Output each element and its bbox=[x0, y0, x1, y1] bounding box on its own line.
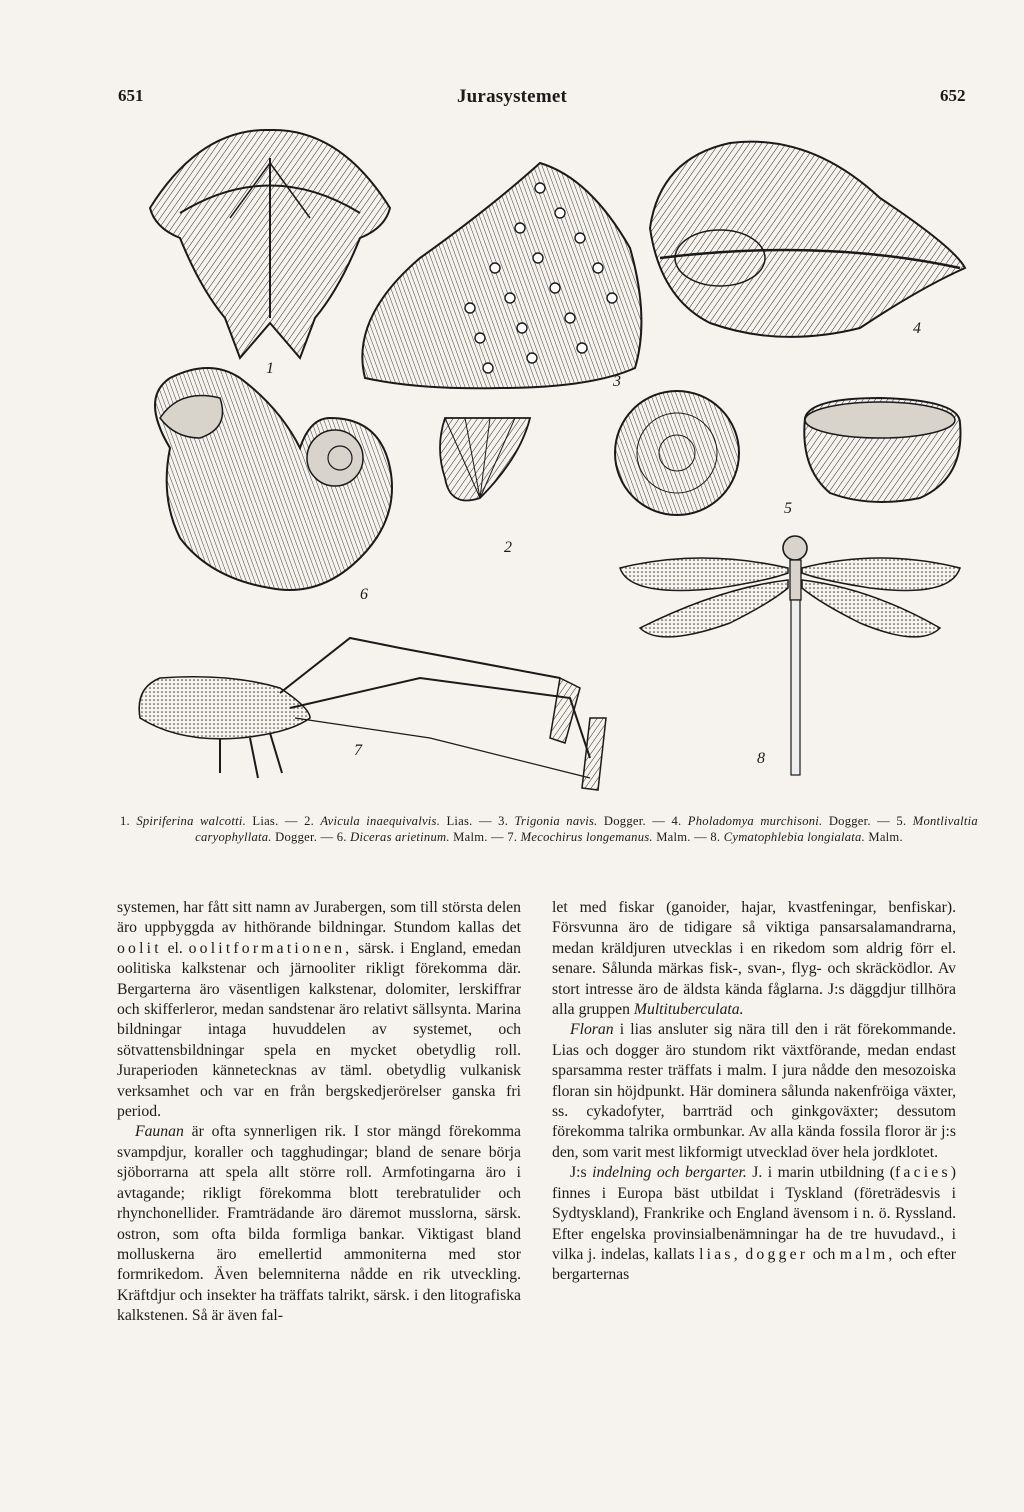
fossil-6-diceras bbox=[155, 368, 392, 590]
figure-label-3: 3 bbox=[613, 373, 621, 390]
caption-species: Trigonia navis. bbox=[514, 814, 598, 828]
caption-number: 5. bbox=[896, 814, 907, 828]
caption-species: Pholadomya murchisoni. bbox=[687, 814, 823, 828]
paragraph-flora: Floran i lias ansluter sig nära till den i rät förekommande. Lias och dogger äro stundom rikt växtförande, medan endast sparsamma rester träffats i malm. I jura nådde den mesozoiska floran sin höjdpunkt. Här dominera sålunda nakenfröiga växter, ss. cykadofyter, barrträd och ginkgoväxter; dessutom förekomma talrika ormbunkar. Av alla kända fossila floror är j:s den, som varit mest likformigt utvecklad över hela jordklotet. bbox=[552, 1021, 957, 1161]
caption-number: 4. bbox=[671, 814, 682, 828]
caption-number: 6. bbox=[336, 829, 347, 844]
figure-label-6: 6 bbox=[360, 586, 368, 603]
caption-age: Dogger. — bbox=[275, 829, 334, 844]
caption-age: Lias. — bbox=[446, 814, 492, 828]
left-text-column bbox=[117, 898, 521, 1327]
fossil-4-pholadomya bbox=[650, 142, 965, 337]
fossil-1-spiriferina bbox=[150, 130, 390, 358]
caption-number: 2. bbox=[304, 814, 315, 828]
caption-number: 3. bbox=[498, 814, 509, 828]
caption-species: Montlivaltia caryophyllata. bbox=[195, 814, 978, 844]
plate-caption bbox=[120, 814, 978, 845]
caption-species: Avicula inaequivalvis. bbox=[320, 814, 441, 828]
caption-age: Dogger. — bbox=[828, 814, 891, 828]
page-header bbox=[0, 80, 1024, 110]
figure-label-5: 5 bbox=[784, 500, 792, 517]
caption-age: Dogger. — bbox=[603, 814, 666, 828]
figure-label-4: 4 bbox=[913, 320, 921, 337]
paragraph-intro: systemen, har fått sitt namn av Jurabergen, som till största delen äro uppbyggda av hithörande bildningar. Stundom kallas det oolit el. oolitformationen, särsk. i England, emedan oolitiska kalkstenar och järnooliter rikligt förekomma där. Bergarterna äro väsentligen kalkstenar, dolomiter, lerskiffrar och skifferleror, medan sandstenar äro relativt sällsynta. Marina bildningar intaga huvuddelen av systemet, och sötvattensbildningar spela en mycket obetydlig roll. Juraperioden kännetecknas av täml. obetydlig vulkanisk verksamhet och var en från bergskedjerörelser ganska fri period. bbox=[117, 899, 522, 1121]
paragraph-fauna: Faunan är ofta synnerligen rik. I stor mängd förekomma svampdjur, koraller och tagghudingar; bland de senare börja sjöborrarna att spela allt större roll. Armfotingarna äro i avtagande; rikligt förekomma blott terebratulider och rhynchonellider. Framträdande äro däremot musslorna, särsk. ostron, som ofta bilda formliga bankar. Viktigast bland molluskerna äro emellertid ammoniterna med stor formrikedom. Även belemniterna nådde en rik utveckling. Kräftdjur och insekter ha träffats talrikt, särsk. i den litografiska kalkstenen. Så är även fal- bbox=[117, 1123, 521, 1325]
figure-label-1: 1 bbox=[266, 360, 274, 377]
fossil-8-cymatophlebia bbox=[620, 536, 960, 775]
caption-species: Mecochirus longemanus. bbox=[520, 829, 653, 844]
figure-label-2: 2 bbox=[504, 539, 512, 556]
caption-species: Spiriferina walcotti. bbox=[136, 814, 247, 828]
caption-number: 1. bbox=[120, 814, 130, 828]
fossil-7-mecochirus bbox=[139, 638, 606, 790]
caption-species: Cymatophlebia longialata. bbox=[723, 829, 865, 844]
caption-age: Malm. bbox=[868, 829, 903, 844]
fossil-plate bbox=[120, 118, 980, 808]
caption-number: 7. bbox=[507, 829, 518, 844]
running-title: Jurasystemet bbox=[456, 86, 568, 107]
fossil-2-avicula bbox=[440, 418, 530, 501]
fossil-3-trigonia bbox=[362, 163, 641, 388]
figure-label-7: 7 bbox=[354, 742, 362, 759]
figure-label-8: 8 bbox=[757, 750, 765, 767]
caption-number: 8. bbox=[710, 829, 721, 844]
paragraph-fauna-cont: let med fiskar (ganoider, hajar, kvastfeningar, benfiskar). Försvunna äro de tidigare så viktiga pansarsalamandrarna, medan kräldjuren utvecklas i en rikedom som aldrig förr el. senare. Sålunda märkas fisk-, svan-, flyg- och skräcködlor. Av stort intresse äro de äldsta kända fåglarna. J:s däggdjur tillhöra alla gruppen Multituberculata. bbox=[552, 899, 956, 1019]
right-text-column bbox=[552, 898, 956, 1286]
caption-age: Lias. — bbox=[252, 814, 298, 828]
caption-species: Diceras arietinum. bbox=[350, 829, 450, 844]
right-page-number: 652 bbox=[940, 86, 966, 105]
caption-age: Malm. — bbox=[453, 829, 504, 844]
fossil-5-montlivaltia bbox=[615, 391, 961, 515]
caption-age: Malm. — bbox=[656, 829, 707, 844]
left-page-number: 651 bbox=[118, 86, 144, 105]
paragraph-division: J:s indelning och bergarter. J. i marin utbildning (facies) finnes i Europa bäst utbildat i Tyskland (företrädesvis i Sydtyskland), Frankrike och England ävensom i n. ö. Ryssland. Efter engelska provinsialbenämningar ha de tre huvudavd., i vilka j. indelas, kallats lias, dogger och malm, och efter bergarternas bbox=[552, 1164, 957, 1284]
